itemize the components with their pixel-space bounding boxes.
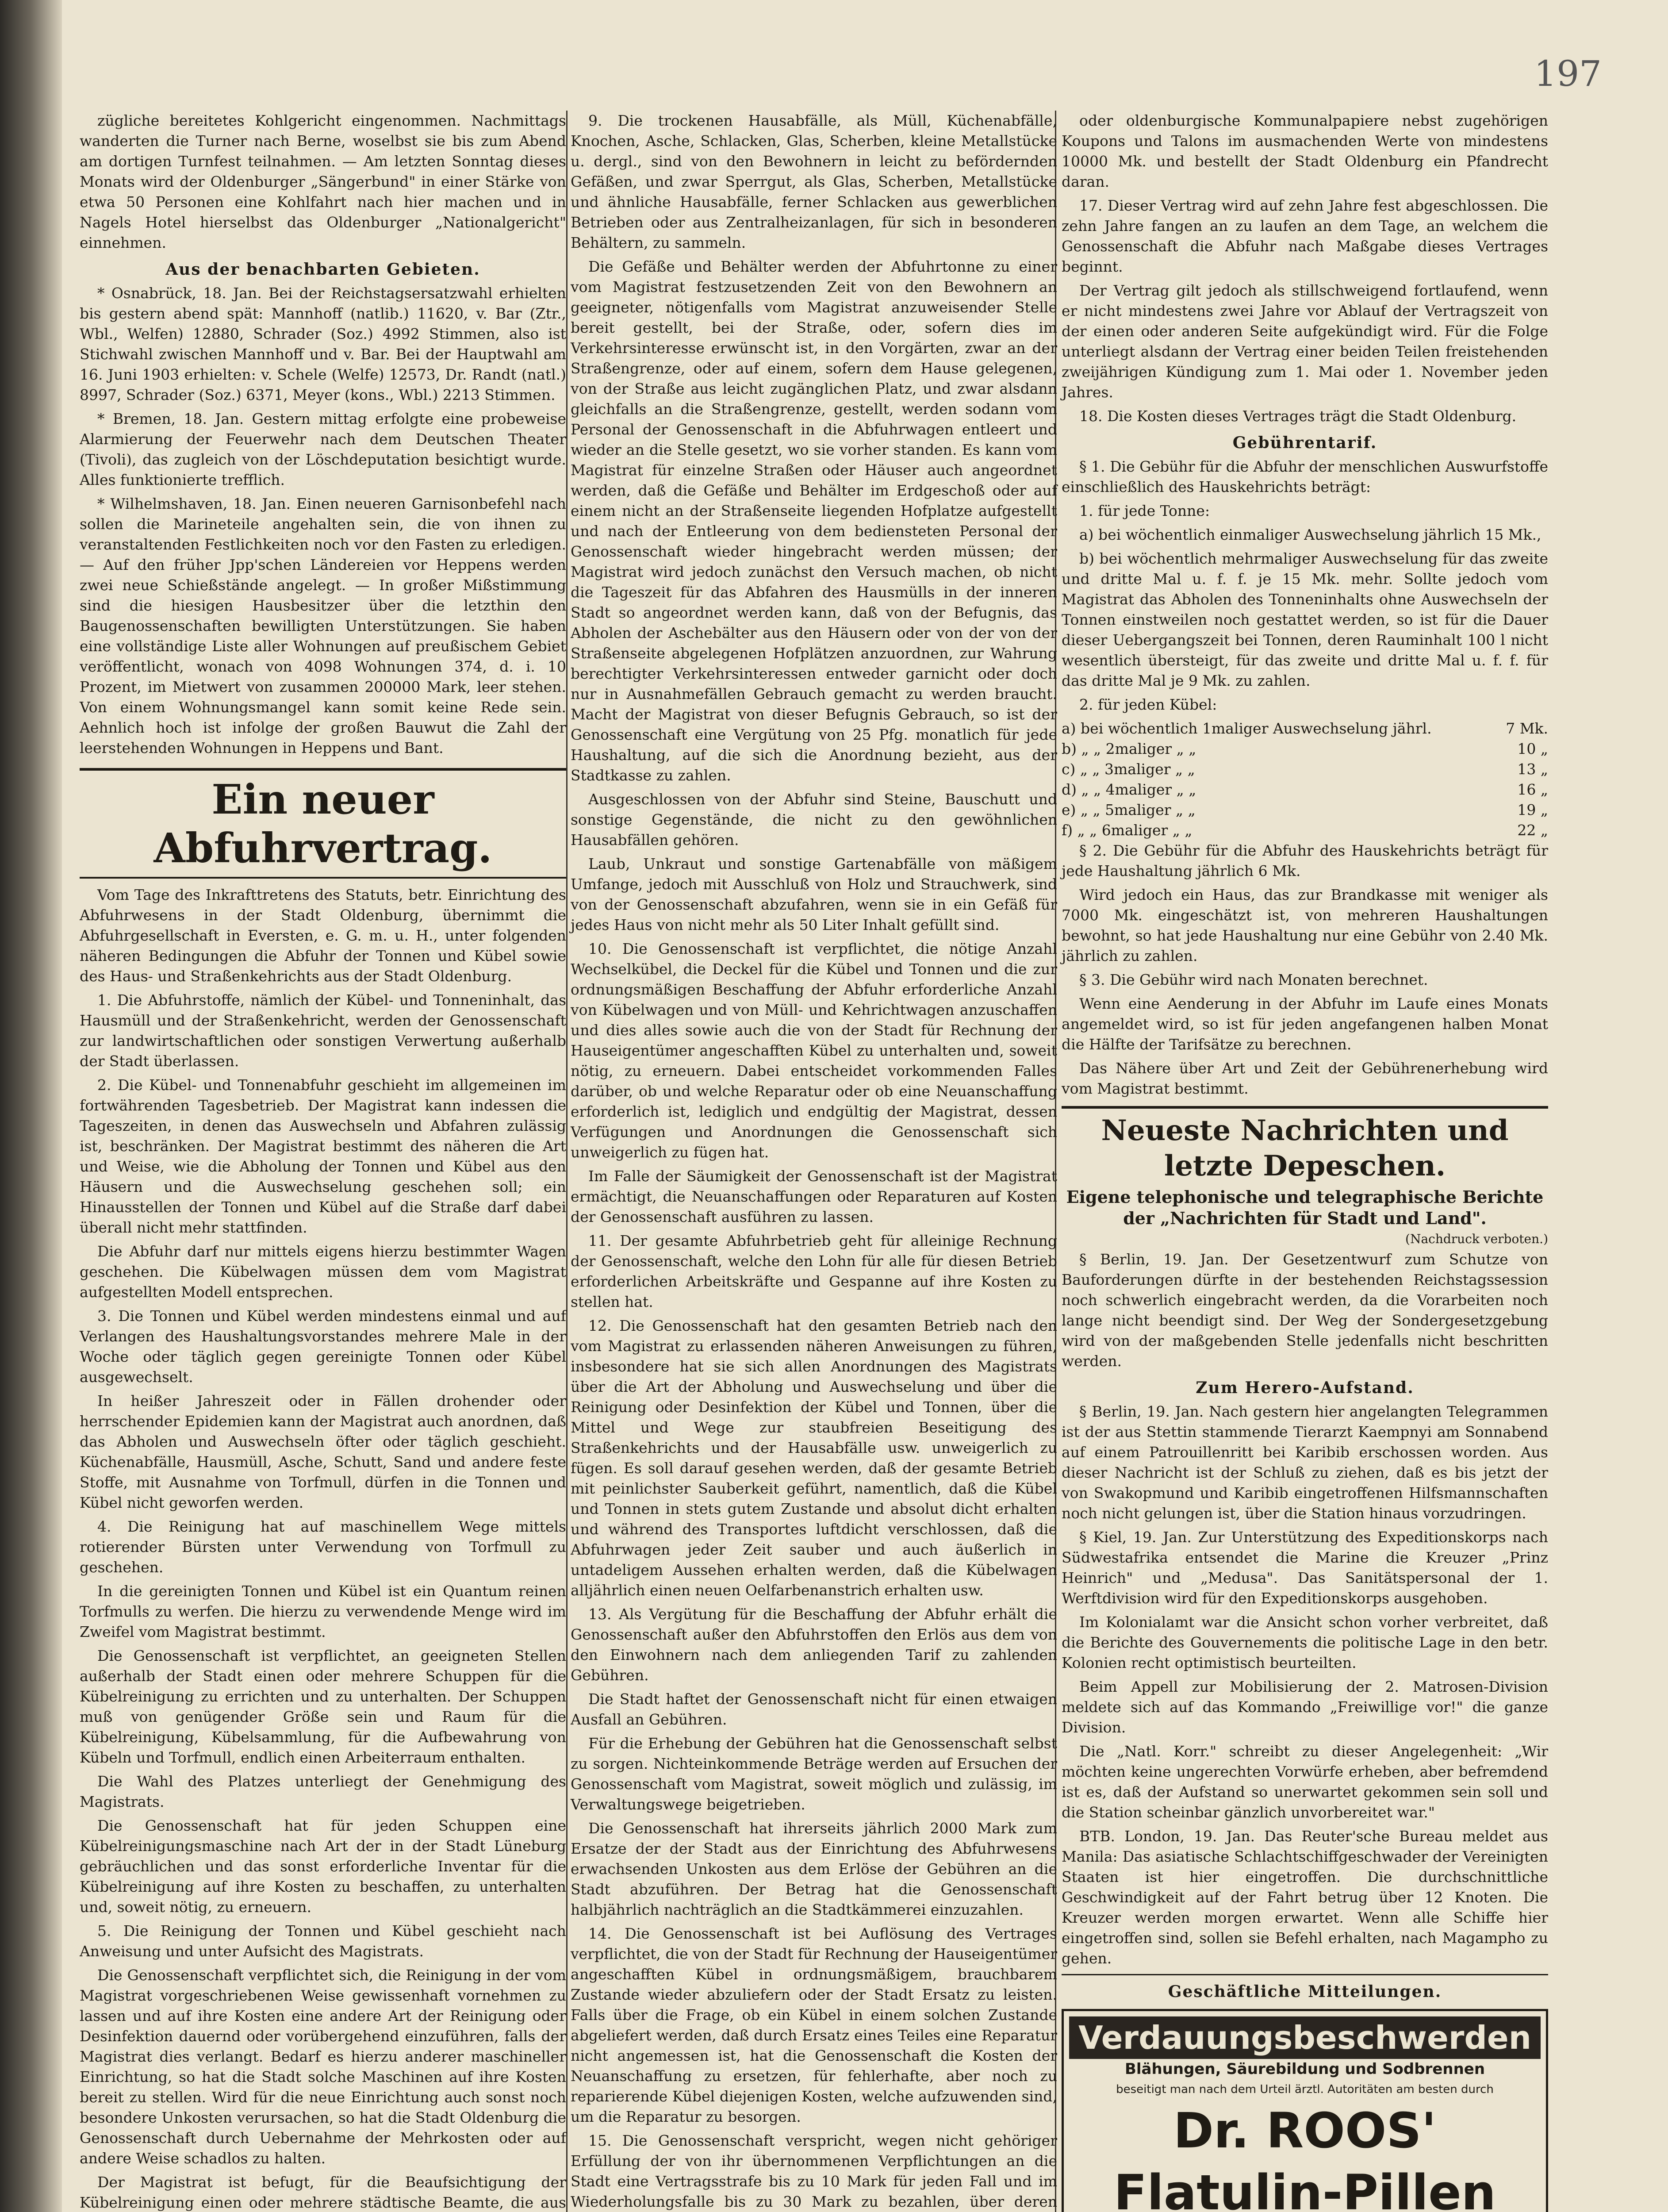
tariff-row: f) „ „ 6maliger „ „ 22 „ (1062, 822, 1548, 839)
tariff-heading: Gebührentarif. (1232, 434, 1377, 452)
paragraph: § 3. Die Gebühr wird nach Monaten berechnet. (1079, 971, 1428, 988)
paragraph: 1. für jede Tonne: (1079, 502, 1210, 519)
paragraph: Im Kolonialamt war die Ansicht schon vorher verbreitet, daß die Berichte des Gouvernements die politische Lage in den betr. Kolonien recht optimistisch beurteilten. (1062, 1613, 1548, 1671)
paragraph: 14. Die Genossenschaft ist bei Auflösung des Vertrages verpflichtet, die von der Stadt für Rechnung der Hauseigentümer angeschafften Kübel in ordnungsmäßigem, brauchbarem Zustande wieder abzuliefern oder der Stadt Ersatz zu leisten. Falls über die Frage, ob ein Kübel in einem solchen Zustande abgeliefert werden, daß durch Ersatz eines Teiles eine Reparatur nicht angemessen ist, hat die Genossenschaft die Kosten der Neuanschaffung zu ersetzen, für fehlerhafte, aber noch zu reparierende Kübel diejenigen Kosten, welche aufzuwenden sind, um die Reparatur zu besorgen. (571, 1925, 1057, 2125)
tariff-row: d) „ „ 4maliger „ „ 16 „ (1062, 781, 1548, 798)
article-title: Ein neuer Abfuhrvertrag. (80, 768, 566, 879)
news-heading: Neueste Nachrichten und letzte Depeschen. (1062, 1106, 1548, 1184)
paragraph: 2. Die Kübel- und Tonnenabfuhr geschieht im allgemeinen im fortwährenden Tagesbetrieb. Der Magistrat kann indessen die Tageszeiten, in denen das Auswechseln und Abfahren zulässig ist, beschränken. Der Magistrat bestimmt des näheren die Art und Weise, wie die Abholung der Tonnen und Kübel aus den Häusern und die Auswechselung geschehen soll; ein Hinausstellen der Tonnen und Kübel auf die Straße darf dabei überall nicht mehr stattfinden. (80, 1076, 566, 1236)
paragraph: Die Genossenschaft ist verpflichtet, an geeigneten Stellen außerhalb der Stadt einen oder mehrere Schuppen für die Kübelreinigung zu errichten und zu unterhalten. Der Schuppen muß von genügender Größe sein und Raum für die Kübelreinigung, Kübelsammlung, für die Aufbewahrung von Kübeln und Torfmull, endlich einen Arbeiterraum enthalten. (80, 1647, 566, 1766)
paragraph: Die Abfuhr darf nur mittels eigens hierzu bestimmter Wagen geschehen. Die Kübelwagen müssen dem vom Magistrat aufgestellten Modell entsprechen. (80, 1243, 566, 1301)
section-heading: Aus der benachbarten Gebieten. (165, 260, 480, 279)
paragraph: 4. Die Reinigung hat auf maschinellem Wege mittels rotierender Bürsten unter Verwendung von Torfmull zu geschehen. (80, 1518, 566, 1576)
column-1 (80, 111, 566, 2212)
subsection-heading: Zum Herero-Aufstand. (1196, 1379, 1414, 1397)
column-2 (571, 111, 1057, 2212)
paragraph: § 2. Die Gebühr für die Abfuhr des Hauskehrichts beträgt für jede Haushaltung jährlich 6 Mk. (1062, 842, 1548, 879)
paragraph: 1. Die Abfuhrstoffe, nämlich der Kübel- und Tonneninhalt, das Hausmüll und der Straßenkehricht, werden der Genossenschaft zur landwirtschaftlichen oder sonstigen Verwertung außerhalb der Stadt überlassen. (80, 991, 566, 1070)
paragraph: Die „Natl. Korr." schreibt zu dieser Angelegenheit: „Wir möchten keine ungerechten Vorwürfe erheben, aber befremdend ist es, daß der Aufstand so unerwartet gekommen sein soll und die Station scheinbar gänzlich unvorbereitet war." (1062, 1743, 1548, 1821)
paragraph: Vom Tage des Inkrafttretens des Statuts, betr. Einrichtung des Abfuhrwesens in der Stadt Oldenburg, übernimmt die Abfuhrgesellschaft in Eversten, e. G. m. u. H., unter folgenden näheren Bedingungen die Abfuhr der Tonnen und Kübel sowie des Haus- und Straßenkehrichts aus der Stadt Oldenburg. (80, 886, 566, 985)
paragraph: Wird jedoch ein Haus, das zur Brandkasse mit weniger als 7000 Mk. eingeschätzt ist, von mehreren Haushaltungen bewohnt, so hat jede Haushaltung nur eine Gebühr von 2.40 Mk. jährlich zu zahlen. (1062, 886, 1548, 964)
paragraph: Wenn eine Aenderung in der Abfuhr im Laufe eines Monats angemeldet wird, so ist für jeden angefangenen halben Monat die Hälfte der Tarifsätze zu berechnen. (1062, 995, 1548, 1053)
column-rule (566, 111, 568, 2212)
paragraph: BTB. London, 19. Jan. Das Reuter'sche Bureau meldet aus Manila: Das asiatische Schlachtschiffgeschwader der Vereinigten Staaten ist hier eingetroffen. Die durchschnittliche Geschwindigkeit auf der Fahrt betrug über 12 Knoten. Die Kreuzer werden morgen erwartet. Wenn alle Schiffe hier eingetroffen sind, sollen sie Befehl erhalten, nach Magampho zu gehen. (1062, 1828, 1548, 1967)
tariff-row: a) bei wöchentlich 1maliger Auswechselung jährl. 7 Mk. (1062, 720, 1548, 737)
paragraph: Ausgeschlossen von der Abfuhr sind Steine, Bauschutt und sonstige Gegenstände, die nicht zu den gewöhnlichen Hausabfällen gehören. (571, 791, 1057, 849)
paragraph: 3. Die Tonnen und Kübel werden mindestens einmal und auf Verlangen des Haushaltungsvorstandes mehrere Male in der Woche oder täglich gegen gereinigte Tonnen oder Kübel ausgewechselt. (80, 1307, 566, 1386)
paragraph: 11. Der gesamte Abfuhrbetrieb geht für alleinige Rechnung der Genossenschaft, welche den Lohn für alle für diesen Betrieb erforderlichen Arbeitskräfte und Gespanne auf ihre Kosten zu stellen hat. (571, 1232, 1057, 1310)
paragraph: Die Gefäße und Behälter werden der Abfuhrtonne zu einer vom Magistrat festzusetzenden Zeit von den Bewohnern an geeigneter, nötigenfalls vom Magistrat anzuweisender Stelle bereit gestellt, bei der Straße, oder, sofern dies im Verkehrsinteresse erwünscht ist, in den Vorgärten, zwar an der Straßengrenze, oder auf einem, sofern dem Hause gelegenen, von der Straße aus leicht zugänglichen Platz, und zwar alsdann gleichfalls an die Straßengrenze, gestellt, werden sodann vom Personal der Genossenschaft in die Abfuhrwagen entleert und wieder an die Stelle gesetzt, wo sie vorher standen. Es kann vom Magistrat für einzelne Straßen oder Häuser auch angeordnet werden, daß die Gefäße und Behälter im Erdgeschoß oder auf einem nicht an der Straßenseite liegenden Hofplatze aufgestellt und nach der Entleerung von dem bediensteten Personal der Genossenschaft wieder hingebracht werden müssen; der Magistrat wird jedoch zunächst den Versuch machen, ob nicht die Tageszeit für das Abfahren des Hausmülls in der inneren Stadt so angeordnet werden kann, daß von der Befugnis, das Abholen der Aschebälter aus den Häusern oder von der von der Straßenseite abgelegenen Hofplätzen anzuordnen, zur Wahrung berechtigter Verkehrsinteressen entweder garnicht oder doch nur in Ausnahmefällen Gebrauch gemacht zu werden braucht. Macht der Magistrat von dieser Befugnis Gebrauch, so ist der Genossenschaft eine Vergütung von 25 Pfg. monatlich für jede Haushaltung, auf die sich die Anordnung bezieht, aus der Stadtkasse zu zahlen. (571, 258, 1057, 784)
paragraph: Laub, Unkraut und sonstige Gartenabfälle von mäßigem Umfange, jedoch mit Ausschluß von Holz und Strauchwerk, sind von der Genossenschaft abzufahren, wenn sie in ein Gefäß für jedes Haus von nicht mehr als 50 Liter Inhalt gefüllt sind. (571, 855, 1057, 933)
reprint-note: (Nachdruck verboten.) (1405, 1232, 1548, 1246)
ad-subline: Blähungen, Säurebildung und Sodbrennen (1124, 2060, 1485, 2078)
paragraph: Das Nähere über Art und Zeit der Gebührenerhebung wird vom Magistrat bestimmt. (1062, 1060, 1548, 1097)
news-subheading: Eigene telephonische und telegraphische Berichte der „Nachrichten für Stadt und Land". (1066, 1187, 1544, 1228)
tariff-row: c) „ „ 3maliger „ „ 13 „ (1062, 760, 1548, 778)
paragraph: Beim Appell zur Mobilisierung der 2. Matrosen-Division meldete sich auf das Kommando „Freiwillige vor!" die ganze Division. (1062, 1678, 1548, 1736)
paragraph: 15. Die Genossenschaft verspricht, wegen nicht gehöriger Erfüllung der von ihr übernommenen Verpflichtungen an die Stadt eine Vertragsstrafe bis zu 10 Mark für jeden Fall und im Wiederholungsfalle bis zu 30 Mark zu bezahlen, über deren (571, 2132, 1057, 2210)
paragraph: Die Wahl des Platzes unterliegt der Genehmigung des Magistrats. (80, 1773, 566, 1810)
paragraph: Die Stadt haftet der Genossenschaft nicht für einen etwaigen Ausfall an Gebühren. (571, 1690, 1057, 1728)
ad-brand: Dr. ROOS' Flatulin-Pillen (1114, 2102, 1496, 2212)
paragraph: 17. Dieser Vertrag wird auf zehn Jahre fest abgeschlossen. Die zehn Jahre fangen an zu laufen an dem Tage, an welchem die Genossenschaft die Abfuhr nach Maßgabe dieses Vertrages beginnt. (1062, 197, 1548, 275)
page-number: 197 (1534, 53, 1602, 94)
paragraph: Für die Erhebung der Gebühren hat die Genossenschaft selbst zu sorgen. Nichteinkommende Beträge werden auf Ersuchen der Genossenschaft vom Magistrat, soweit möglich und zulässig, im Verwaltungswege beigetrieben. (571, 1735, 1057, 1813)
paragraph: 13. Als Vergütung für die Beschaffung der Abfuhr erhält die Genossenschaft außer den Abfuhrstoffen den Erlös aus dem von den Einwohnern nach dem anliegenden Tarif zu zahlenden Gebühren. (571, 1605, 1057, 1684)
paragraph: Der Magistrat ist befugt, für die Beaufsichtigung der Kübelreinigung einen oder mehrere städtische Beamte, die aus (80, 2174, 566, 2211)
column-3 (1062, 111, 1548, 2212)
paragraph: b) bei wöchentlich mehrmaliger Auswechselung für das zweite und dritte Mal u. f. f. je 15 Mk. mehr. Sollte jedoch vom Magistrat das Abholen des Tonneninhalts ohne Auswechseln der Tonnen einstweilen noch gestattet werden, so ist für die Dauer dieser Uebergangszeit bei Tonnen, deren Rauminhalt 100 l nicht wesentlich übersteigt, für das zweite und dritte Mal u. f. f. für das dritte Mal je 9 Mk. zu zahlen. (1062, 550, 1548, 689)
paragraph: * Osnabrück, 18. Jan. Bei der Reichstagsersatzwahl erhielten bis gestern abend spät: Mannhoff (natlib.) 11620, v. Bar (Ztr., Wbl., Welfen) 12880, Schrader (Soz.) 4992 Stimmen, also ist Stichwahl zwischen Mannhoff und v. Bar. Bei der Hauptwahl am 16. Juni 1903 erhielten: v. Schele (Welfe) 12573, Dr. Randt (natl.) 8997, Schrader (Soz.) 6371, Meyer (kons., Wbl.) 2213 Stimmen. (80, 284, 566, 403)
paragraph: 9. Die trockenen Hausabfälle, als Müll, Küchenabfälle, Knochen, Asche, Schlacken, Glas, Scherben, kleine Metallstücke u. dergl., sind von den Bewohnern in leicht zu befördernden Gefäßen, und zwar Sperrgut, als Glas, Scherben, Metallstücke und ähnliche Hausabfälle, ferner Schlacken aus gewerblichen Betrieben oder aus Zentralheizanlagen, für sich in besonderen Behältern, zu sammeln. (571, 112, 1057, 251)
paragraph: zügliche bereitetes Kohlgericht eingenommen. Nachmittags wanderten die Turner nach Berne, woselbst sie bis zum Abend am dortigen Turnfest teilnahmen. — Am letzten Sonntag dieses Monats wird der Oldenburger „Sängerbund" in einer Stärke von etwa 50 Personen eine Kohlfahrt nach hier machen und in Nagels Hotel hierselbst das Oldenburger „Nationalgericht" einnehmen. (80, 112, 566, 251)
paragraph: § Berlin, 19. Jan. Der Gesetzentwurf zum Schutze von Bauforderungen dürfte in der bestehenden Reichstagssession noch schwerlich eingebracht werden, da die Vorarbeiten noch lange nicht beendigt sind. Der Weg der Sondergesetzgebung wird von der maßgebenden Stelle jedenfalls nicht beschritten werden. (1062, 1251, 1548, 1370)
ad-text: beseitigt man nach dem Urteil ärztl. Autoritäten am besten durch (1116, 2083, 1494, 2096)
paragraph: * Wilhelmshaven, 18. Jan. Einen neueren Garnisonbefehl nach sollen die Marineteile angehalten sein, die von ihnen zu veranstaltenden Festlichkeiten noch vor den Fasten zu erledigen. — Auf den früher Jpp'schen Ländereien vor Heppens werden zwei neue Schießstände angelegt. — In großer Mißstimmung sind die hiesigen Hausbesitzer über die letzthin den Baugenossenschaften bewilligten Unterstützungen. Sie haben eine vollständige Liste aller Wohnungen auf preußischem Gebiet veröffentlicht, wonach von 4098 Wohnungen 374, d. i. 10 Prozent, im Mietwert von zusammen 200000 Mark, leer stehen. Von einem Wohnungsmangel kann somit keine Rede sein. Aehnlich hoch ist infolge der großen Bauwut die Zahl der leerstehenden Wohnungen in Heppens und Bant. (80, 495, 566, 757)
business-heading: Geschäftliche Mitteilungen. (1168, 1982, 1442, 2001)
paragraph: 18. Die Kosten dieses Vertrages trägt die Stadt Oldenburg. (1079, 407, 1517, 425)
advertisement-flatulin (1062, 2009, 1548, 2212)
paragraph: * Bremen, 18. Jan. Gestern mittag erfolgte eine probeweise Alarmierung der Feuerwehr nach dem Deutschen Theater (Tivoli), das zugleich von der Löschdeputation besichtigt wurde. Alles funktionierte trefflich. (80, 410, 566, 488)
paragraph: § Berlin, 19. Jan. Nach gestern hier angelangten Telegrammen ist der aus Stettin stammende Tierarzt Kaempnyi am Sonnabend auf einem Patrouillenritt bei Karibib erschossen worden. Aus dieser Nachricht ist der Schluß zu ziehen, daß es bis jetzt der von Swakopmund und Karibib eingetroffenen Hilfsmannschaften noch nicht gelungen ist, über die Station hinaus vorzudringen. (1062, 1403, 1548, 1522)
tariff-table (1062, 718, 1548, 841)
paragraph: 10. Die Genossenschaft ist verpflichtet, die nötige Anzahl Wechselkübel, die Deckel für die Kübel und Tonnen und die zur ordnungsmäßigen Beschaffung der Abfuhr erforderliche Anzahl von Kübelwagen und von Müll- und Kehrichtwagen anzuschaffen und dies alles sowie auch die von der Stadt für Rechnung der Hauseigentümer angeschafften Kübel zu unterhalten und, soweit nötig, zu erneuern. Dabei entscheidet vorkommenden Falles darüber, ob und welche Reparatur oder ob eine Neuanschaffung erforderlich ist, lediglich und endgültig der Magistrat, dessen Verfügungen und Anordnungen die Genossenschaft sich unweigerlich zu fügen hat. (571, 940, 1057, 1161)
paragraph: a) bei wöchentlich einmaliger Auswechselung jährlich 15 Mk., (1079, 526, 1541, 543)
paragraph: In die gereinigten Tonnen und Kübel ist ein Quantum reinen Torfmulls zu werfen. Die hierzu zu verwendende Menge wird im Zweifel vom Magistrat bestimmt. (80, 1582, 566, 1640)
paragraph: oder oldenburgische Kommunalpapiere nebst zugehörigen Koupons und Talons im ausmachenden Werte von mindestens 10000 Mk. und bestellt der Stadt Oldenburg ein Pfandrecht daran. (1062, 112, 1548, 190)
paragraph: § 1. Die Gebühr für die Abfuhr der menschlichen Auswurfstoffe einschließlich des Hauskehrichts beträgt: (1062, 458, 1548, 495)
tariff-row: b) „ „ 2maliger „ „ 10 „ (1062, 740, 1548, 757)
paragraph: Im Falle der Säumigkeit der Genossenschaft ist der Magistrat ermächtigt, die Neuanschaffungen oder Reparaturen auf Kosten der Genossenschaft ausführen zu lassen. (571, 1167, 1057, 1225)
paragraph: Die Genossenschaft hat ihrerseits jährlich 2000 Mark zum Ersatze der der Stadt aus der Einrichtung des Abfuhrwesens erwachsenden Unkosten aus dem Erlöse der Gebühren an die Stadt abzuführen. Der Betrag hat die Genossenschaft halbjährlich nachträglich an die Stadtkämmerei einzuzahlen. (571, 1820, 1057, 1918)
paragraph: In heißer Jahreszeit oder in Fällen drohender oder herrschender Epidemien kann der Magistrat auch anordnen, daß das Abholen und Auswechseln öfter oder täglich geschieht. Küchenabfälle, Hausmüll, Asche, Schutt, Sand und andere feste Stoffe, mit Ausnahme von Torfmull, dürfen in die Tonnen und Kübel nicht geworfen werden. (80, 1392, 566, 1511)
divider (1062, 1974, 1548, 1975)
paragraph: Der Vertrag gilt jedoch als stillschweigend fortlaufend, wenn er nicht mindestens zwei Jahre vor Ablauf der Vertragszeit von der einen oder anderen Seite aufgekündigt wird. Für die Folge unterliegt alsdann der Vertrag einer beiden Teilen freistehenden zweijährigen Kündigung zum 1. Mai oder 1. November jeden Jahres. (1062, 282, 1548, 401)
paragraph: Die Genossenschaft hat für jeden Schuppen eine Kübelreinigungsmaschine nach Art der in der Stadt Lüneburg gebräuchlichen und das sonst erforderliche Inventar für die Kübelreinigung auf ihre Kosten zu beschaffen, zu unterhalten und, soweit nötig, zu erneuern. (80, 1817, 566, 1916)
paragraph: 2. für jeden Kübel: (1079, 696, 1217, 713)
paragraph: 5. Die Reinigung der Tonnen und Kübel geschieht nach Anweisung und unter Aufsicht des Magistrats. (80, 1922, 566, 1960)
page-binding (0, 0, 62, 2212)
paragraph: § Kiel, 19. Jan. Zur Unterstützung des Expeditionskorps nach Südwestafrika entsendet die Marine die Kreuzer „Prinz Heinrich" und „Medusa". Das Sanitätspersonal der 1. Werftdivision wird für den Expeditionskorps ausgehoben. (1062, 1528, 1548, 1607)
paragraph: 12. Die Genossenschaft hat den gesamten Betrieb nach den vom Magistrat zu erlassenden näheren Anweisungen zu führen, insbesondere hat sie sich allen Anordnungen des Magistrats über die Art der Abholung und Auswechselung und über die Reinigung oder Desinfektion der Kübel und Tonnen, über die Mittel und Wege zur staubfreien Beseitigung des Straßenkehrichts und der Hausabfälle usw. unweigerlich zu fügen. Es soll darauf gesehen werden, daß der gesamte Betrieb mit peinlichster Sauberkeit geführt, namentlich, daß die Kübel und Tonnen in stets gutem Zustande und absolut dicht erhalten und während des Transportes luftdicht verschlossen, daß die Abfuhrwagen jeder Zeit sauber und auch äußerlich in untadeligem Aussehen erhalten werden, daß die Kübelwagen alljährlich einen neuen Oelfarbenanstrich erhalten usw. (571, 1317, 1057, 1599)
tariff-row: e) „ „ 5maliger „ „ 19 „ (1062, 801, 1548, 818)
paragraph: Die Genossenschaft verpflichtet sich, die Reinigung in der vom Magistrat vorgeschriebenen Weise gewissenhaft vornehmen zu lassen und auf ihre Kosten eine andere Art der Reinigung oder Desinfektion dauernd oder vorübergehend einzuführen, falls der Magistrat dies verlangt. Bedarf es hierzu anderer maschineller Einrichtung, so hat die Stadt solche Maschinen auf ihre Kosten bereit zu stellen. Wird für die neue Einrichtung auch sonst noch besondere Unkosten verursachen, so hat die Stadt Oldenburg die Genossenschaft durch Uebernahme der Mehrkosten oder auf andere Weise schadlos zu halten. (80, 1966, 566, 2167)
ad-headline: Verdauungsbeschwerden (1069, 2016, 1541, 2059)
